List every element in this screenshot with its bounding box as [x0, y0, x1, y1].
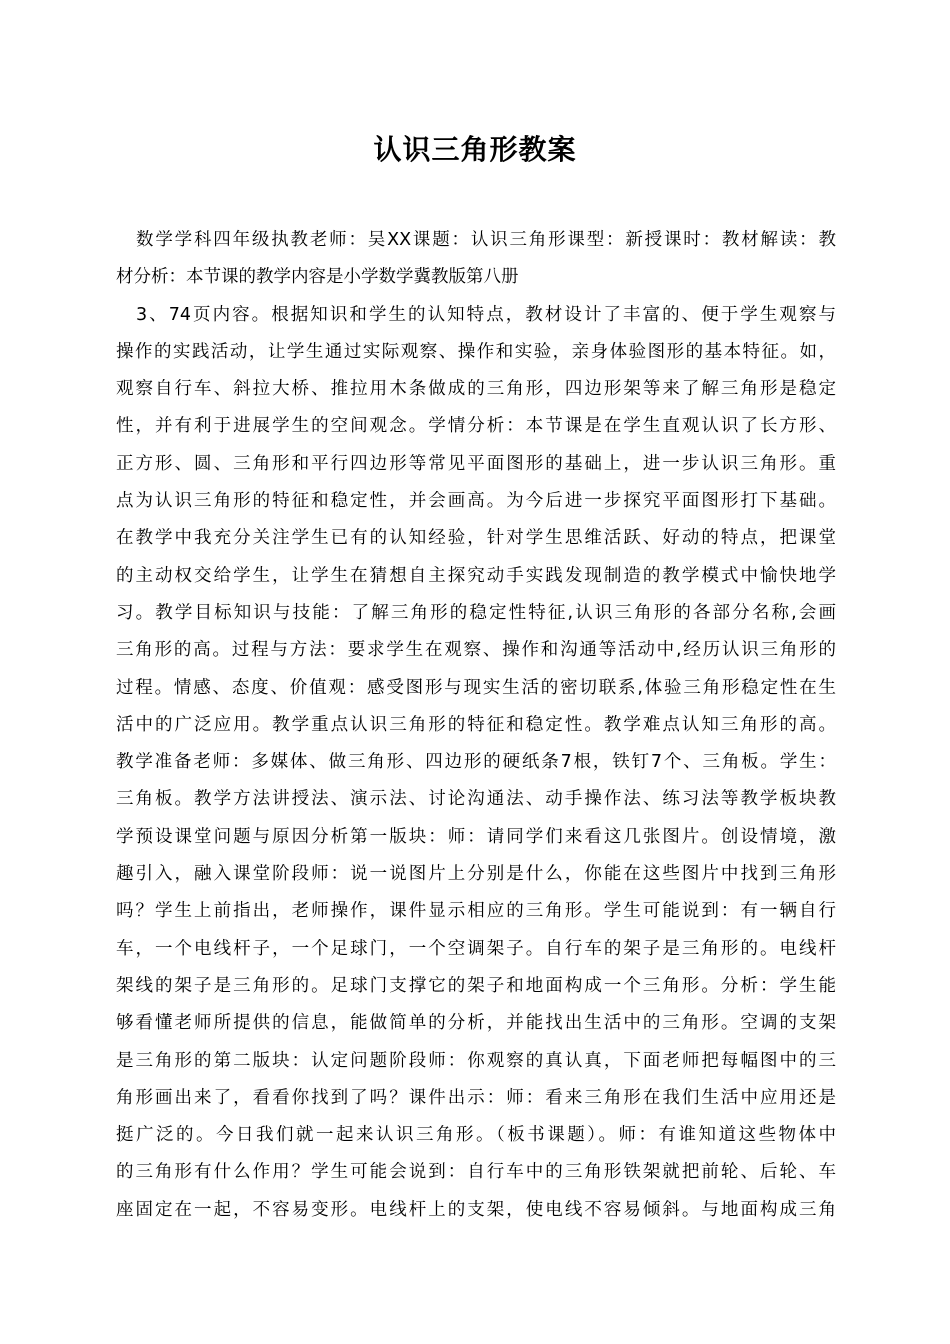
body-line: 观察自行车、斜拉大桥、推拉用木条做成的三角形，四边形架等来了解三角形是稳定 — [116, 379, 836, 400]
body-line: 是三角形的第二版块：认定问题阶段师：你观察的真认真，下面老师把每幅图中的三 — [116, 1050, 836, 1071]
document-body — [116, 222, 836, 1229]
body-line: 的主动权交给学生，让学生在猜想自主探究动手实践发现制造的教学模式中愉快地学 — [116, 565, 836, 586]
body-line: 教学准备老师：多媒体、做三角形、四边形的硬纸条7根，铁钉7个、三角板。学生： — [116, 752, 836, 773]
body-line: 吗？学生上前指出，老师操作，课件显示相应的三角形。学生可能说到：有一辆自行 — [116, 901, 836, 922]
body-line: 材分析：本节课的教学内容是小学数学冀教版第八册 — [116, 267, 519, 288]
body-line: 挺广泛的。今日我们就一起来认识三角形。（板书课题）。师：有谁知道这些物体中 — [116, 1125, 836, 1146]
body-line: 活中的广泛应用。教学重点认识三角形的特征和稳定性。教学难点认知三角形的高。 — [116, 714, 836, 735]
body-line: 过程。情感、态度、价值观：感受图形与现实生活的密切联系,体验三角形稳定性在生 — [116, 677, 836, 698]
body-line: 学预设课堂问题与原因分析第一版块：师：请同学们来看这几张图片。创设情境，激 — [116, 826, 836, 847]
body-line: 三角形的高。过程与方法：要求学生在观察、操作和沟通等活动中,经历认识三角形的 — [116, 640, 836, 661]
body-line: 操作的实践活动，让学生通过实际观察、操作和实验，亲身体验图形的基本特征。如， — [116, 341, 836, 362]
body-line: 角形画出来了，看看你找到了吗？课件出示：师：看来三角形在我们生活中应用还是 — [116, 1087, 836, 1108]
body-line: 趣引入，融入课堂阶段师：说一说图片上分别是什么，你能在这些图片中找到三角形 — [116, 864, 836, 885]
body-line: 车，一个电线杆子，一个足球门，一个空调架子。自行车的架子是三角形的。电线杆 — [116, 938, 836, 959]
body-line: 架线的架子是三角形的。足球门支撑它的架子和地面构成一个三角形。分析：学生能 — [116, 975, 836, 996]
body-line: 的三角形有什么作用？学生可能会说到：自行车中的三角形铁架就把前轮、后轮、车 — [116, 1162, 836, 1183]
body-line: 数学学科四年级执教老师：吴XX课题：认识三角形课型：新授课时：教材解读：教 — [136, 230, 836, 250]
body-line: 点为认识三角形的特征和稳定性，并会画高。为今后进一步探究平面图形打下基础。 — [116, 491, 836, 512]
body-line: 在教学中我充分关注学生已有的认知经验，针对学生思维活跃、好动的特点，把课堂 — [116, 528, 836, 549]
body-line: 习。教学目标知识与技能：了解三角形的稳定性特征,认识三角形的各部分名称,会画 — [116, 602, 836, 623]
page-title: 认识三角形教案 — [373, 133, 577, 166]
body-line: 正方形、圆、三角形和平行四边形等常见平面图形的基础上，进一步认识三角形。重 — [116, 453, 836, 474]
body-line: 3、74页内容。根据知识和学生的认知特点，教材设计了丰富的、便于学生观察与 — [136, 304, 836, 325]
body-line: 够看懂老师所提供的信息，能做简单的分析，并能找出生活中的三角形。空调的支架 — [116, 1013, 836, 1034]
body-line: 三角板。教学方法讲授法、演示法、讨论沟通法、动手操作法、练习法等教学板块教 — [116, 789, 836, 810]
body-line: 性，并有利于进展学生的空间观念。学情分析：本节课是在学生直观认识了长方形、 — [116, 416, 836, 437]
body-line: 座固定在一起，不容易变形。电线杆上的支架，使电线不容易倾斜。与地面构成三角 — [116, 1199, 836, 1220]
